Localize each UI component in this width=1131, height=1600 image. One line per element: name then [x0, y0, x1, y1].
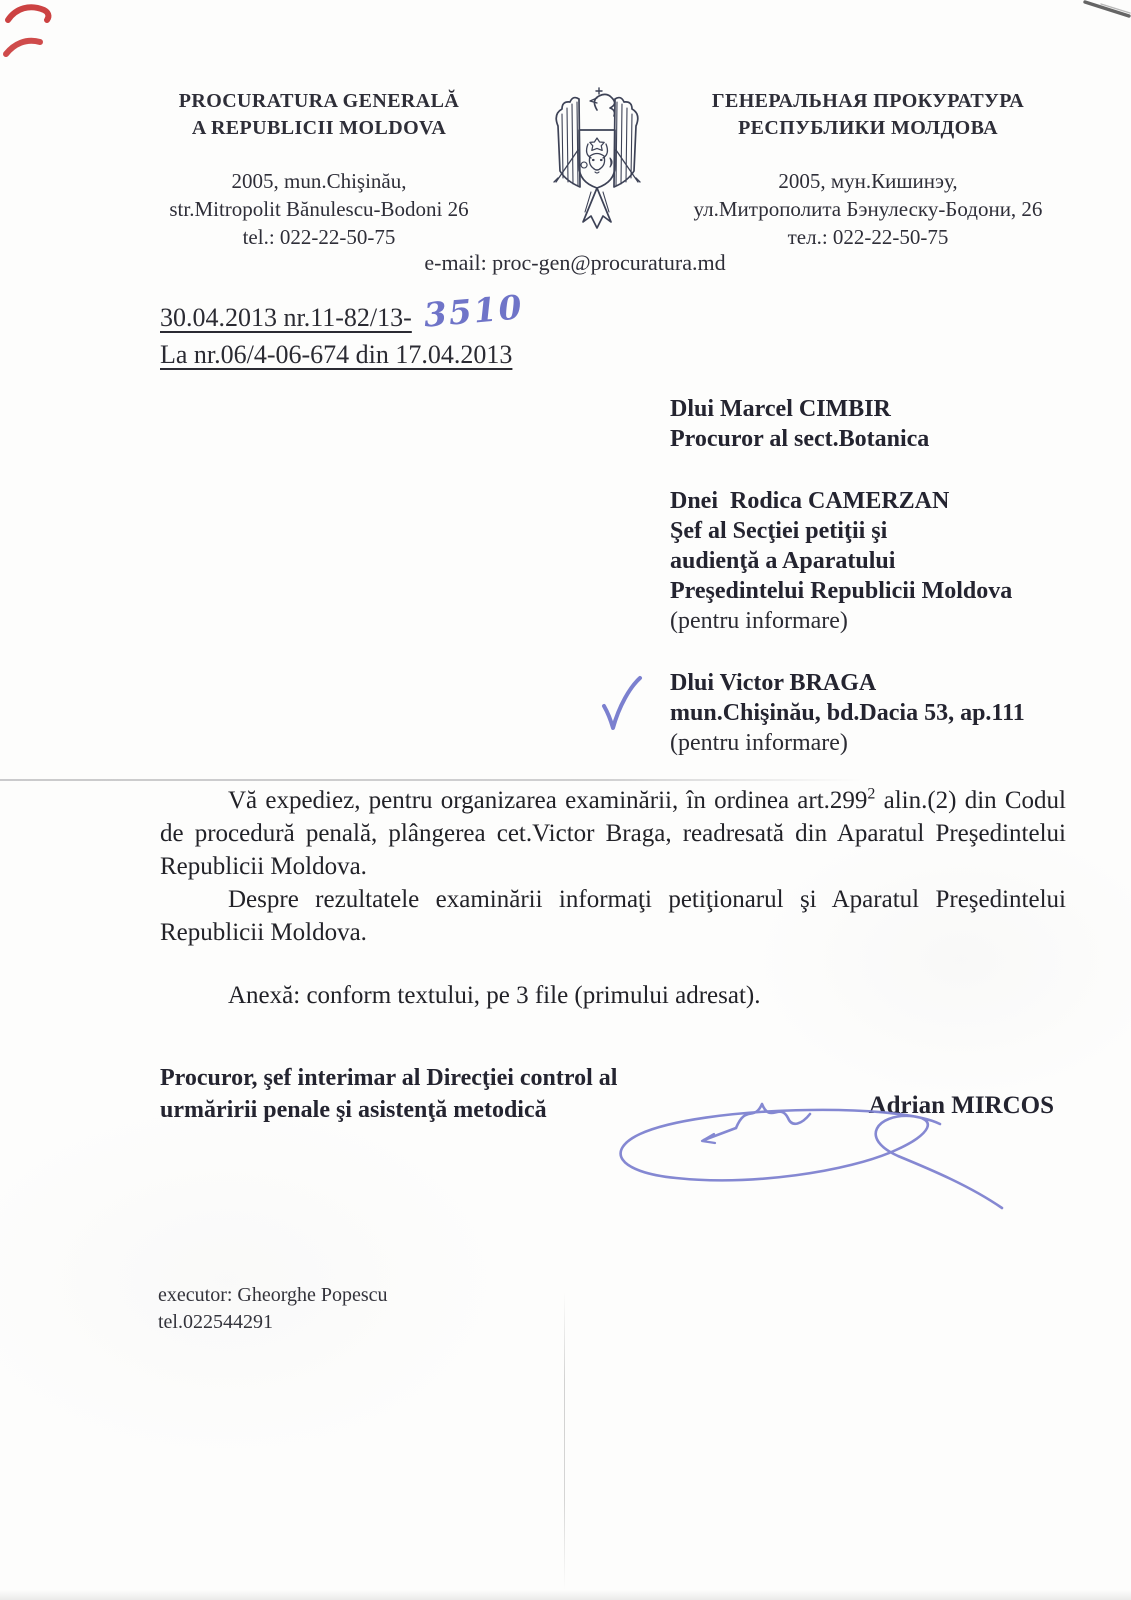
executor-name: executor: Gheorghe Popescu [158, 1284, 388, 1306]
addressees-block [670, 394, 1090, 790]
addressee-1-title: Procuror al sect.Botanica [670, 426, 930, 452]
red-mark-stroke-1 [8, 7, 48, 20]
addressee-2-note: (pentru informare) [670, 608, 848, 634]
letterhead-left [118, 88, 520, 251]
org-address-ro-line3: tel.: 022-22-50-75 [242, 225, 396, 249]
page-corner-fold-mark [1061, 0, 1131, 30]
addressee-3 [670, 668, 1090, 758]
tail-feathers [583, 188, 611, 228]
outgoing-reference-line [160, 287, 526, 336]
addressee-3-address: mun.Chişinău, bd.Dacia 53, ap.111 [670, 700, 1025, 726]
annex-line: Anexă: conform textului, pe 3 file (primului adresat). [228, 982, 761, 1009]
org-address-ro-line1: 2005, mun.Chişinău, [231, 169, 407, 193]
red-pen-marks [0, 0, 64, 72]
signer-title-line2: urmăririi penale şi asistenţă metodică [160, 1097, 547, 1123]
eight-point-star [590, 138, 604, 150]
addressee-2-title-line1: Şef al Secţiei petiţii şi [670, 518, 888, 544]
outgoing-reference: 30.04.2013 nr.11-82/13- [160, 303, 412, 332]
aurochs-face [589, 154, 604, 171]
signer-name: Adrian MIRCOS [868, 1092, 1054, 1119]
red-mark-stroke-2 [6, 41, 40, 54]
reference-block [160, 287, 526, 373]
incoming-reference-line [160, 336, 518, 373]
org-email: e-mail: proc-gen@procuratura.md [424, 250, 726, 275]
org-address-ro-line2: str.Mitropolit Bănulescu-Bodoni 26 [169, 197, 469, 221]
body-paragraph-2: Despre rezultatele examinării informaţi petiţionarul şi Aparatul Preşedintelui Republicii Moldova. [160, 886, 1066, 946]
crescent [610, 158, 612, 167]
coat-of-arms-icon [544, 86, 650, 238]
addressee-1 [670, 394, 1090, 454]
handwritten-registration-number: 3510 [422, 287, 526, 335]
handwritten-signature [578, 1088, 1008, 1214]
org-address-ru-line3: тел.: 022-22-50-75 [787, 225, 949, 249]
signer-title-line1: Procuror, şef interimar al Direcţiei control al [160, 1065, 618, 1091]
aurochs-snout [595, 172, 599, 173]
signature-block [160, 1062, 1070, 1202]
addressee-2-title-line2: audienţă a Aparatului [670, 548, 896, 574]
addressee-3-name: Dlui Victor BRAGA [670, 670, 877, 696]
org-name-ro-line1: PROCURATURA GENERALĂ [178, 90, 460, 112]
rose [581, 162, 587, 168]
addressee-2-name: Dnei Rodica CAMERZAN [670, 488, 950, 514]
addressee-2-title-line3: Preşedintelui Republicii Moldova [670, 578, 1013, 604]
blue-checkmark-icon [598, 674, 644, 736]
org-address-ru [652, 167, 1084, 251]
letterhead-right [652, 88, 1084, 251]
org-name-ru-line2: РЕСПУБЛИКИ МОЛДОВА [738, 117, 998, 139]
addressee-3-note: (pentru informare) [670, 730, 848, 756]
incoming-reference: La nr.06/4-06-674 din 17.04.2013 [160, 340, 513, 369]
addressee-1-name: Dlui Marcel CIMBIR [670, 396, 891, 422]
eagle-beak [590, 98, 597, 103]
moldova-emblem-svg [544, 86, 650, 238]
org-name-ro-line2: A REPUBLICII MOLDOVA [191, 117, 447, 139]
scan-artifact-hline [0, 779, 862, 781]
org-address-ru-line2: ул.Митрополита Бэнулеску-Бодони, 26 [693, 197, 1043, 221]
executor-block [158, 1282, 388, 1336]
superscript-2: 2 [867, 785, 876, 803]
body-paragraph-1: Vă expediez, pentru organizarea examinării, în ordinea art.299$^2$ alin.(2) din Codul de procedură penală, plângerea cet.Victor Braga, readresată din Aparatul Preşedintelui Republicii Moldova. [160, 785, 1066, 880]
org-name-ro [118, 88, 520, 142]
org-name-ru [652, 88, 1084, 142]
addressee-2 [670, 486, 1090, 636]
letter-body [160, 784, 1066, 1012]
org-address-ru-line1: 2005, мун.Кишинэу, [778, 169, 958, 193]
executor-phone: tel.022544291 [158, 1311, 273, 1333]
scan-artifact-fold-line [564, 1292, 565, 1590]
cross [596, 88, 602, 94]
org-address-ro [118, 167, 520, 251]
org-name-ru-line1: ГЕНЕРАЛЬНАЯ ПРОКУРАТУРА [711, 90, 1025, 112]
